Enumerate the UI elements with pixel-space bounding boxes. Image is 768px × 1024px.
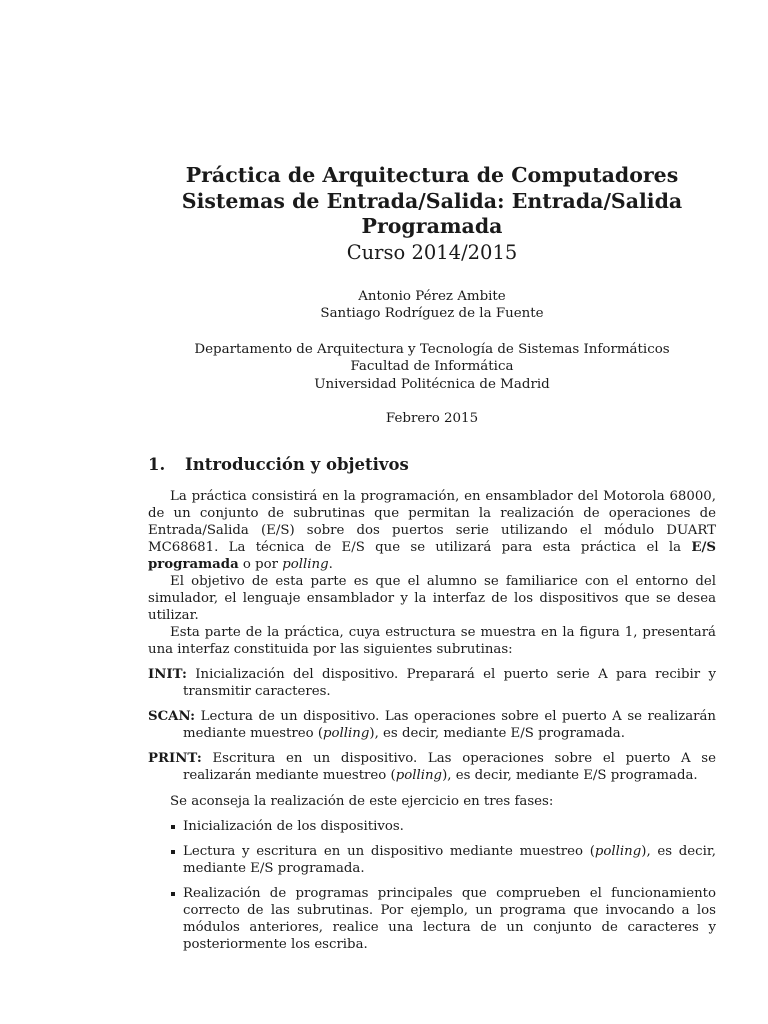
definition-text: Escritura en un dispositivo. Las operaciones sobre el puerto A se realizarán mediante muestreo (: [183, 751, 716, 783]
title-block: [148, 163, 716, 427]
title-line-3: Programada: [361, 214, 503, 238]
bullet-icon: [171, 892, 175, 896]
definition-emphasis: polling: [395, 768, 443, 783]
definition-print: [148, 750, 716, 784]
author-1: Antonio Pérez Ambite: [358, 288, 506, 304]
list-item-text: Inicialización de los dispositivos.: [183, 819, 404, 834]
definition-text: Lectura de un dispositivo. Las operaciones sobre el puerto A se realizarán mediante muestreo (: [183, 709, 716, 741]
paragraph-2: El objetivo de esta parte es que el alumno se familiarice con el entorno del simulador, el lenguaje ensamblador y la interfaz de los dispositivos que se desea utilizar.: [148, 574, 716, 623]
section-heading: [148, 455, 716, 474]
list-item: [148, 843, 716, 877]
document-page: [148, 0, 716, 961]
phases-intro: Se aconseja la realización de este ejercicio en tres fases:: [170, 794, 554, 809]
paragraph-1: [148, 488, 716, 573]
definition-term: PRINT:: [148, 751, 202, 766]
affiliation-faculty: Facultad de Informática: [350, 359, 514, 374]
section-number: 1.: [148, 455, 166, 474]
definition-text-2: ), es decir, mediante E/S programada.: [442, 768, 698, 783]
definition-init: [148, 666, 716, 700]
paragraph-1-text-3: .: [328, 557, 333, 572]
paragraph-1-text: La práctica consistirá en la programación, en ensamblador del Motorola 68000, de un conjunto de subrutinas que permitan la realización de operaciones de Entrada/Salida (E/S) sobre dos puertos serie utilizando el módulo DUART MC68681. La técnica de E/S que se utilizará para esta práctica el la: [148, 489, 716, 555]
list-item-text: Lectura y escritura en un dispositivo mediante muestreo (: [183, 844, 595, 859]
document-date: Febrero 2015: [385, 411, 479, 426]
affiliation-department: Departamento de Arquitectura y Tecnología de Sistemas Informáticos: [194, 341, 670, 357]
definition-text: Inicialización del dispositivo. Preparará el puerto serie A para recibir y transmitir caracteres.: [183, 667, 716, 699]
list-item-text: Realización de programas principales que comprueben el funcionamiento correcto de las subrutinas. Por ejemplo, un programa que invocando a los módulos anteriores, realice una lectura de un conjunto de caracteres y posteriormente los escriba.: [183, 886, 716, 952]
course-year: Curso 2014/2015: [346, 240, 518, 264]
definition-term: SCAN:: [148, 709, 196, 724]
title-line-2: Sistemas de Entrada/Salida: Entrada/Salida: [181, 188, 683, 213]
list-item-emphasis: polling: [594, 844, 642, 859]
affiliation-university: Universidad Politécnica de Madrid: [314, 376, 550, 392]
definition-scan: [148, 708, 716, 742]
bullet-icon: [171, 825, 175, 829]
list-item-text-2: ), es decir, mediante E/S programada.: [183, 844, 716, 876]
paragraph-1-emphasis: polling: [282, 557, 329, 572]
paragraph-1-bold: E/S programada: [148, 540, 716, 572]
bullet-icon: [171, 850, 175, 854]
author-2: Santiago Rodríguez de la Fuente: [320, 306, 544, 321]
list-item: [148, 818, 716, 835]
section-title: Introducción y objetivos: [185, 455, 409, 474]
paragraph-1-text-2: o por: [238, 557, 283, 572]
paragraph-3: Esta parte de la práctica, cuya estructura se muestra en la figura 1, presentará una interfaz constituida por las siguientes subrutinas:: [148, 625, 716, 657]
phases-list: [148, 818, 716, 953]
definition-term: INIT:: [148, 667, 187, 682]
list-item: [148, 885, 716, 953]
definition-emphasis: polling: [323, 726, 370, 741]
title-line-1: Práctica de Arquitectura de Computadores: [185, 163, 679, 187]
definition-text-2: ), es decir, mediante E/S programada.: [369, 726, 625, 741]
